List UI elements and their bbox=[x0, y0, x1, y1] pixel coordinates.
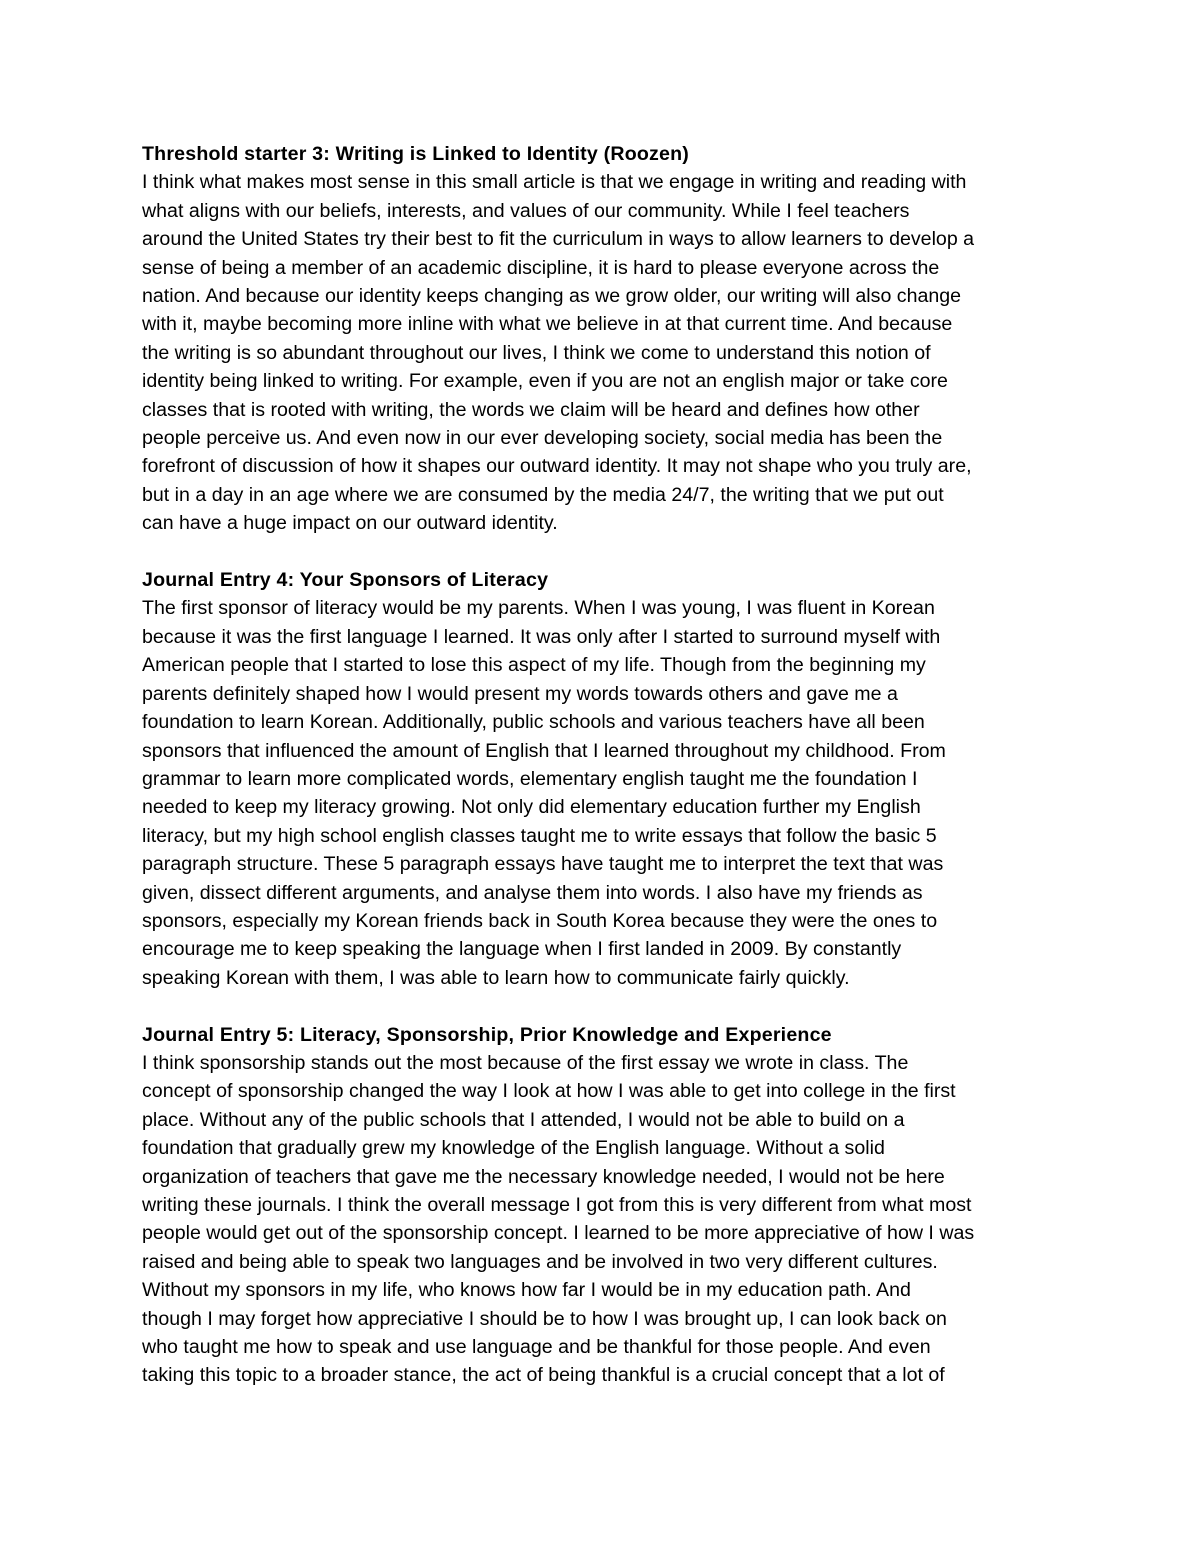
section-heading: Journal Entry 5: Literacy, Sponsorship, Prior Knowledge and Experience bbox=[142, 1023, 832, 1046]
body-line: because it was the first language I learned. It was only after I started to surround myself with bbox=[142, 625, 941, 648]
section-threshold-starter-3 bbox=[142, 140, 1067, 538]
body-line: taking this topic to a broader stance, the act of being thankful is a crucial concept that a lot of bbox=[142, 1364, 945, 1387]
body-line: but in a day in an age where we are consumed by the media 24/7, the writing that we put out bbox=[142, 483, 944, 506]
body-line: the writing is so abundant throughout our lives, I think we come to understand this notion of bbox=[142, 341, 931, 364]
body-line: with it, maybe becoming more inline with what we believe in at that current time. And because bbox=[142, 313, 953, 336]
body-line: sense of being a member of an academic discipline, it is hard to please everyone across the bbox=[142, 256, 940, 279]
section-journal-entry-4 bbox=[142, 566, 1067, 992]
section-body bbox=[142, 594, 1067, 992]
body-line: raised and being able to speak two languages and be involved in two very different cultures. bbox=[142, 1250, 938, 1273]
body-line: The first sponsor of literacy would be my parents. When I was young, I was fluent in Korean bbox=[142, 597, 935, 620]
body-line: forefront of discussion of how it shapes our outward identity. It may not shape who you truly are, bbox=[142, 455, 972, 478]
body-line: given, dissect different arguments, and analyse them into words. I also have my friends as bbox=[142, 881, 923, 904]
body-line: Without my sponsors in my life, who knows how far I would be in my education path. And bbox=[142, 1279, 911, 1302]
section-heading: Journal Entry 4: Your Sponsors of Literacy bbox=[142, 569, 549, 592]
section-heading: Threshold starter 3: Writing is Linked to Identity (Roozen) bbox=[142, 143, 690, 165]
body-line: classes that is rooted with writing, the words we claim will be heard and defines how other bbox=[142, 398, 920, 421]
body-line: encourage me to keep speaking the language when I first landed in 2009. By constantly bbox=[142, 938, 902, 961]
body-line: foundation that gradually grew my knowledge of the English language. Without a solid bbox=[142, 1137, 885, 1160]
body-line: paragraph structure. These 5 paragraph essays have taught me to interpret the text that was bbox=[142, 853, 944, 876]
body-line: grammar to learn more complicated words, elementary english taught me the foundation I bbox=[142, 767, 918, 790]
section-body bbox=[142, 168, 1067, 537]
body-line: identity being linked to writing. For example, even if you are not an english major or take core bbox=[142, 370, 948, 393]
body-line: sponsors that influenced the amount of English that I learned throughout my childhood. From bbox=[142, 739, 946, 762]
body-line: foundation to learn Korean. Additionally, public schools and various teachers have all been bbox=[142, 711, 925, 734]
body-line: parents definitely shaped how I would present my words towards others and gave me a bbox=[142, 682, 898, 705]
body-line: I think sponsorship stands out the most because of the first essay we wrote in class. The bbox=[142, 1051, 909, 1074]
body-line: what aligns with our beliefs, interests, and values of our community. While I feel teachers bbox=[142, 199, 910, 222]
body-line: American people that I started to lose this aspect of my life. Though from the beginning my bbox=[142, 654, 926, 677]
body-line: sponsors, especially my Korean friends back in South Korea because they were the ones to bbox=[142, 909, 938, 932]
body-line: place. Without any of the public schools that I attended, I would not be able to build on a bbox=[142, 1108, 905, 1131]
body-line: though I may forget how appreciative I should be to how I was brought up, I can look back on bbox=[142, 1307, 947, 1330]
body-line: literacy, but my high school english classes taught me to write essays that follow the basic 5 bbox=[142, 824, 937, 847]
body-line: around the United States try their best to fit the curriculum in ways to allow learners to develop a bbox=[142, 228, 975, 251]
body-line: organization of teachers that gave me the necessary knowledge needed, I would not be here bbox=[142, 1165, 945, 1188]
document-page bbox=[142, 140, 1067, 1418]
body-line: nation. And because our identity keeps changing as we grow older, our writing will also change bbox=[142, 285, 962, 308]
body-line: needed to keep my literacy growing. Not only did elementary education further my English bbox=[142, 796, 921, 819]
body-line: writing these journals. I think the overall message I got from this is very different from what most bbox=[142, 1194, 972, 1216]
body-line: people would get out of the sponsorship concept. I learned to be more appreciative of how I was bbox=[142, 1222, 975, 1245]
body-line: people perceive us. And even now in our ever developing society, social media has been the bbox=[142, 427, 943, 450]
body-line: concept of sponsorship changed the way I look at how I was able to get into college in the first bbox=[142, 1080, 956, 1103]
section-journal-entry-5 bbox=[142, 1021, 1067, 1390]
body-line: who taught me how to speak and use language and be thankful for those people. And even bbox=[142, 1336, 931, 1359]
body-line: speaking Korean with them, I was able to learn how to communicate fairly quickly. bbox=[142, 966, 850, 989]
body-line: I think what makes most sense in this small article is that we engage in writing and reading with bbox=[142, 171, 967, 194]
section-body bbox=[142, 1049, 1067, 1390]
body-line: can have a huge impact on our outward identity. bbox=[142, 512, 558, 535]
